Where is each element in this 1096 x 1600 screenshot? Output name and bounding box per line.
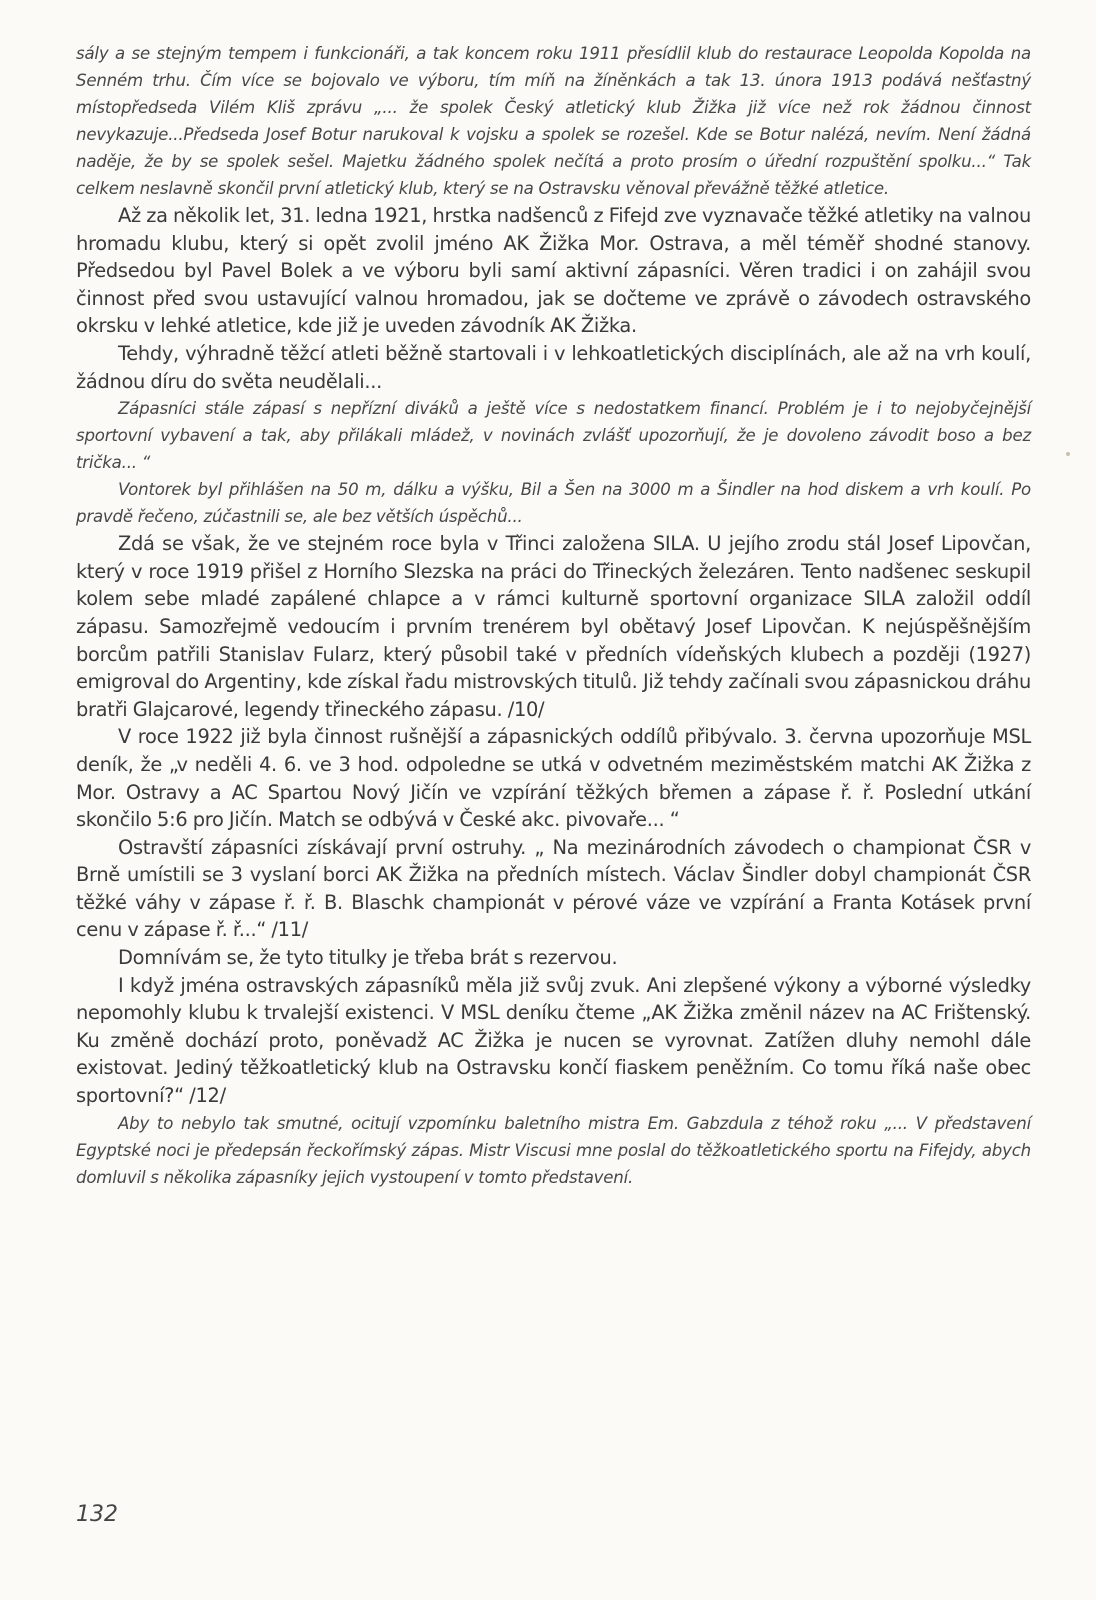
scan-speck — [1066, 452, 1070, 456]
paragraph-11-quote: Aby to nebylo tak smutné, ocitují vzpomínku baletního mistra Em. Gabzdula z téhož roku „... V představení Egyptské noci je předepsán řeckořímský zápas. Mistr Viscusi mne poslal do těžkoatletického sportu na Fifejdy, abych domluvil s několika zápasníky jejich vystoupení v tomto představení. — [76, 1113, 1031, 1187]
paragraph-10: I když jména ostravských zápasníků měla již svůj zvuk. Ani zlepšené výkony a výborné výsledky nepomohly klubu k trvalejší existenci. V MSL deníku čteme „AK Žižka změnil název na AC Frištenský. Ku změně dochází proto, poněvadž AC Žižka je nucen se vyrovnat. Zatížen dluhy nemohl dále existovat. Jediný těžkoatletický klub na Ostravsku končí fiaskem peněžním. Co tomu říká naše obec sportovní?“ /12/ — [76, 973, 1031, 1108]
paragraph-1: sály a se stejným tempem i funkcionáři, a tak koncem roku 1911 přesídlil klub do restaurace Leopolda Kopolda na Senném trhu. Čím více se bojovalo ve výboru, tím míň na žíněnkách a tak 13. února 1913 podává nešťastný místopředseda Vilém Kliš zprávu „... že spolek Český atletický klub Žižka již více než rok žádnou činnost nevykazuje...Předseda Josef Botur narukoval k vojsku a spolek se rozešel. Kde se Botur nalézá, nevím. Není žádná naděje, že by se spolek sešel. Majetku žádného spolek nečítá a proto prosím o úřední rozpuštění spolku...“ Tak celkem neslavně skončil první atletický klub, který se na Ostravsku věnoval převážně těžké atletice. — [76, 44, 1031, 198]
paragraph-3: Tehdy, výhradně těžcí atleti běžně startovali i v lehkoatletických disciplínách, ale až na vrh koulí, žádnou díru do světa neudělali... — [76, 341, 1031, 393]
paragraph-7: V roce 1922 již byla činnost rušnější a zápasnických oddílů přibývalo. 3. června upozorňuje MSL deník, že „v neděli 4. 6. ve 3 hod. odpoledne se utká v odvetném meziměstském matchi AK Žižka z Mor. Ostravy a AC Spartou Nový Jičín ve vzpírání těžkých břemen a zápase ř. ř. Poslední utkání skončilo 5:6 pro Jičín. Match se odbývá v České akc. pivovaře... “ — [76, 725, 1031, 832]
page-text — [76, 40, 1031, 1191]
paragraph-2: Až za několik let, 31. ledna 1921, hrstka nadšenců z Fifejd zve vyznavače těžké atletiky na valnou hromadu klubu, který si opět zvolil jméno AK Žižka Mor. Ostrava, a měl téměř shodné stanovy. Předsedou byl Pavel Bolek a ve výboru byli samí aktivní zápasníci. Věren tradici i on zahájil svou činnost před svou ustavující valnou hromadou, jak se dočteme ve zprávě o závodech ostravského okrsku v lehké atletice, kde již je uveden závodník AK Žižka. — [76, 204, 1032, 338]
paragraph-5-quote: Vontorek byl přihlášen na 50 m, dálku a výšku, Bil a Šen na 3000 m a Šindler na hod diskem a vrh koulí. Po pravdě řečeno, zúčastnili se, ale bez větších úspěchů... — [76, 480, 1031, 527]
paragraph-6: Zdá se však, že ve stejném roce byla v Třinci založena SILA. U jejího zrodu stál Josef Lipovčan, který v roce 1919 přišel z Horního Slezska na práci do Třineckých železáren. Tento nadšenec seskupil kolem sebe mladé zapálené chlapce a v rámci kulturně sportovní organizace SILA založil oddíl zápasu. Samozřejmě vedoucím i prvním trenérem byl obětavý Josef Lipovčan. K nejúspěšnějším borcům patřili Stanislav Fularz, který působil také v předních vídeňských klubech a později (1927) emigroval do Argentiny, kde získal řadu mistrovských titulů. Již tehdy začínali svou zápasnickou dráhu bratři Glajcarové, legendy třineckého zápasu. /10/ — [76, 532, 1031, 721]
paragraph-4-quote: Zápasníci stále zápasí s nepřízní diváků a ještě více s nedostatkem financí. Problém je i to nejobyčejnější sportovní vybavení a tak, aby přilákali mládež, v novinách zvlášť upozorňují, že je dovoleno závodit boso a bez trička... “ — [76, 399, 1031, 473]
paragraph-9: Domnívám se, že tyto titulky je třeba brát s rezervou. — [118, 946, 618, 970]
page-number: 132 — [76, 1502, 118, 1527]
paragraph-8: Ostravští zápasníci získávají první ostruhy. „ Na mezinárodních závodech o championat ČSR v Brně umístili se 3 vyslaní borci AK Žižka na předních místech. Václav Šindler dobyl championát ČSR těžké váhy v zápase ř. ř. B. Blaschk championát v pérové váze ve vzpírání a Franta Kotásek první cenu v zápase ř. ř...“ /11/ — [76, 835, 1031, 942]
